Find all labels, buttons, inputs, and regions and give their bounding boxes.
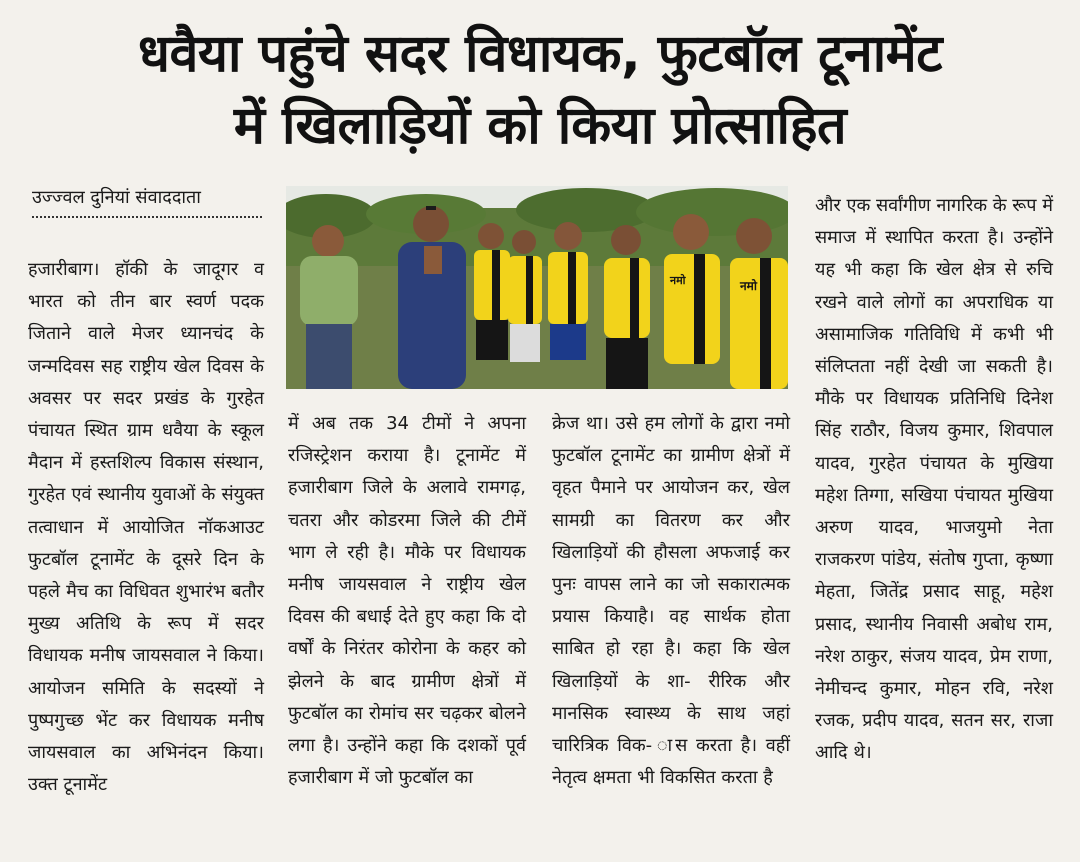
column-2-text: में अब तक 34 टीमों ने अपना रजिस्ट्रेशन कराया है। टूनामेंट में हजारीबाग जिले के अलावे रामगढ़, चतरा और कोडरमा जिले की टीमें भाग ले रही है। मौके पर विधायक मनीष जायसवाल ने राष्ट्रीय खेल दिवस की बधाई देते हुए कहा कि दो वर्षों के निरंतर कोरोना के कहर को झेलने के बाद ग्रामीण क्षेत्रों में फुटबॉल का रोमांच सर चढ़कर बोलने लगा है। उन्होंने कहा कि दशकों पूर्व हजारीबाग में जो फुटबॉल का	[288, 413, 526, 789]
article-column-1	[28, 254, 264, 801]
jersey-text-2: नमो	[740, 279, 757, 293]
headline-line-1: धवैया पहुंचे सदर विधायक, फुटबॉल टूनामेंट	[138, 24, 942, 84]
article-column-2	[288, 408, 526, 794]
headline	[0, 18, 1080, 162]
byline: उज्ज्वल दुनियां संवाददाता	[32, 186, 262, 218]
article-column-4	[815, 190, 1053, 770]
column-3-text: क्रेज था। उसे हम लोगों के द्वारा नमो फुटबॉल टूनामेंट का ग्रामीण क्षेत्रों में वृहत पैमाने पर आयोजन कर, खेल सामग्री का वितरण कर और खिलाड़ियों की हौसला अफजाई कर पुनः वापस लाने का जो सकारात्मक प्रयास कियाहै। वह सार्थक होता साबित हो रहा है। कहा कि खेल खिलाड़ियों के शा- रीरिक और मानसिक स्वास्थ्य के साथ जहां चारित्रिक विक- ास करता है। वहीं नेतृत्व क्षमता भी विकसित करता है	[552, 413, 790, 789]
headline-line-2: में खिलाड़ियों को किया प्रोत्साहित	[233, 96, 847, 156]
jersey-text-1: नमो	[670, 274, 686, 287]
photo-illustration	[286, 186, 788, 389]
article-column-3	[552, 408, 790, 794]
column-4-text: और एक सर्वांगीण नागरिक के रूप में समाज में स्थापित करता है। उन्होंने यह भी कहा कि खेल क्षेत्र से रुचि रखने वाले लोगों का अपराधिक या असामाजिक गतिविधि में कभी भी संलिप्तता नहीं देखी जा सकती है। मौके पर विधायक प्रतिनिधि दिनेश सिंह राठौर, विजय कुमार, शिवपाल यादव, गुरहेत पंचायत के मुखिया महेश तिग्गा, सखिया पंचायत मुखिया अरुण यादव, भाजयुमो नेता राजकरण पांडेय, संतोष गुप्ता, कृष्णा मेहता, जितेंद्र प्रसाद साहू, महेश प्रसाद, स्थानीय निवासी अबोध राम, नरेश ठाकुर, संजय यादव, प्रेम राणा, नेमीचन्द कुमार, मोहन रवि, नरेश रजक, प्रदीप यादव, सतन सर, राजा आदि थे।	[815, 195, 1053, 764]
column-1-text: हजारीबाग। हॉकी के जादूगर व भारत को तीन बार स्वर्ण पदक जिताने वाले मेजर ध्यानचंद के जन्मदिवस सह राष्ट्रीय खेल दिवस के अवसर पर सदर प्रखंड के गुरहेत पंचायत स्थित ग्राम धवैया के स्कूल मैदान में हस्तशिल्प विकास संस्थान, गुरहेत एवं स्थानीय युवाओं के संयुक्त तत्वाधान में आयोजित नॉकआउट फुटबॉल टूनामेंट के दूसरे दिन के पहले मैच का विधिवत शुभारंभ बतौर मुख्य अतिथि के रूप में सदर विधायक मनीष जायसवाल ने किया। आयोजन समिति के सदस्यों ने पुष्पगुच्छ भेंट कर विधायक मनीष जायसवाल का अभिनंदन किया। उक्त टूनामेंट	[28, 259, 264, 796]
news-photo	[286, 186, 788, 389]
